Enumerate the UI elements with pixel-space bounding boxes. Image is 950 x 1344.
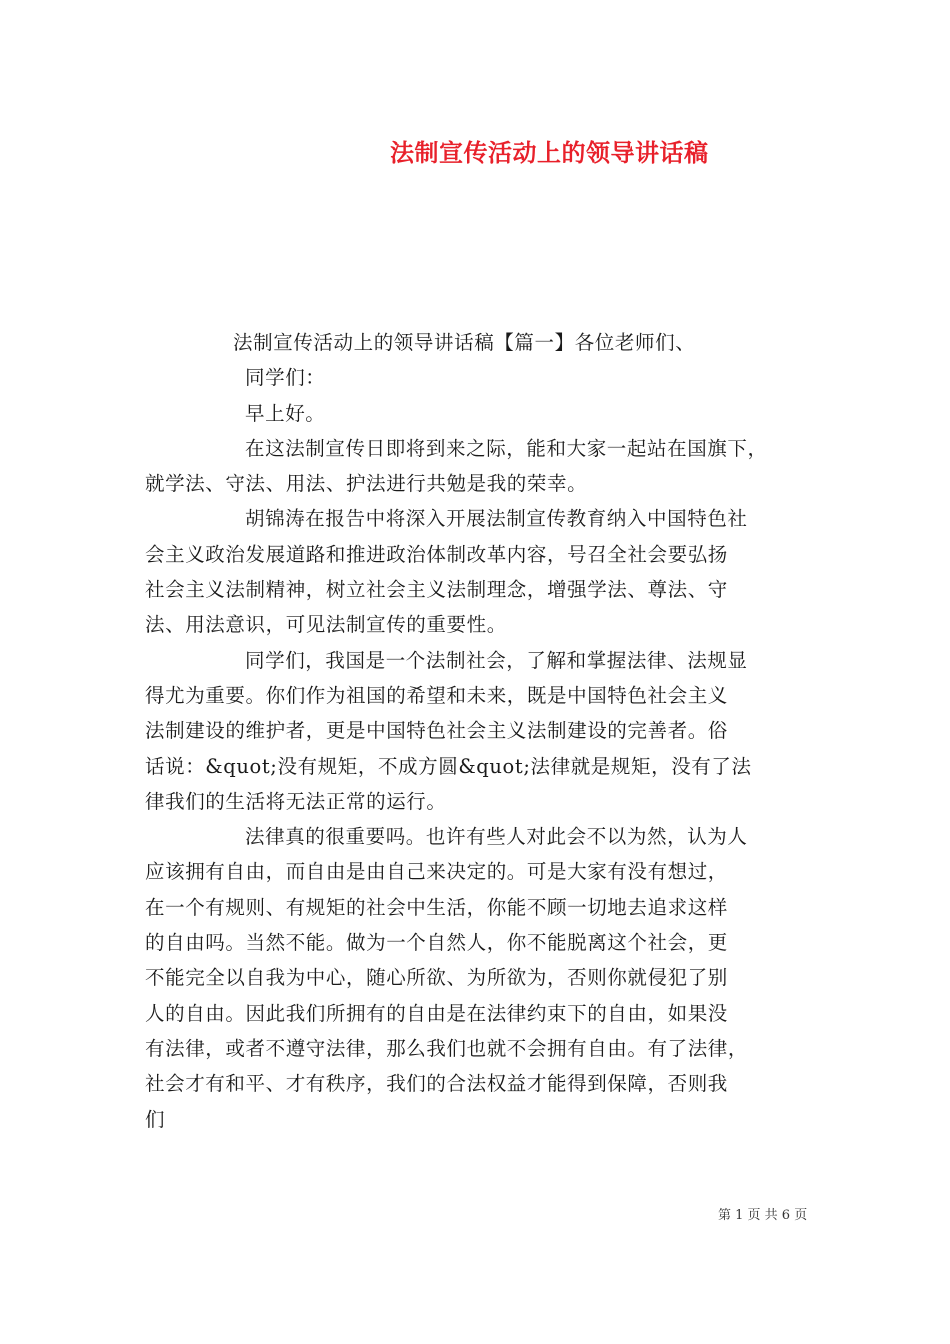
body-line: 有法律，或者不遵守法律，那么我们也就不会拥有自由。有了法律，: [145, 1036, 749, 1060]
body-line: 法制宣传活动上的领导讲话稿【篇一】各位老师们、: [233, 331, 696, 354]
body-line: 应该拥有自由，而自由是由自己来决定的。可是大家有没有想过，: [145, 860, 728, 884]
body-line: 同学们：: [245, 366, 326, 390]
page-footer: 第 1 页 共 6 页: [718, 1208, 808, 1223]
body-line: 人的自由。因此我们所拥有的自由是在法律约束下的自由，如果没: [145, 1001, 728, 1025]
body-line: 法制建设的维护者，更是中国特色社会主义法制建设的完善者。俗: [145, 719, 728, 743]
body-line: 胡锦涛在报告中将深入开展法制宣传教育纳入中国特色社: [245, 507, 748, 531]
body-line: 们: [145, 1107, 166, 1131]
body-line: 法律真的很重要吗。也许有些人对此会不以为然，认为人: [245, 825, 748, 849]
body-line: 律我们的生活将无法正常的运行。: [145, 789, 447, 813]
body-line: 就学法、守法、用法、护法进行共勉是我的荣幸。: [145, 472, 588, 496]
body-line: 社会主义法制精神，树立社会主义法制理念，增强学法、尊法、守: [145, 578, 728, 602]
body-line: 的自由吗。当然不能。做为一个自然人，你不能脱离这个社会，更: [145, 931, 728, 955]
document-title: 法制宣传活动上的领导讲话稿: [390, 138, 709, 167]
body-line: 话说：&quot;没有规矩，不成方圆&quot;法律就是规矩，没有了法: [145, 754, 752, 778]
document-body: [145, 325, 815, 1137]
body-line: 在一个有规则、有规矩的社会中生活，你能不顾一切地去追求这样: [145, 895, 728, 919]
body-line: 法、用法意识，可见法制宣传的重要性。: [145, 613, 507, 637]
body-line: 会主义政治发展道路和推进政治体制改革内容，号召全社会要弘扬: [145, 542, 728, 566]
body-line: 同学们，我国是一个法制社会，了解和掌握法律、法规显: [245, 648, 748, 672]
body-line: 在这法制宣传日即将到来之际，能和大家一起站在国旗下，: [245, 436, 768, 460]
body-line: 得尤为重要。你们作为祖国的希望和未来，既是中国特色社会主义: [145, 683, 728, 707]
body-line: 不能完全以自我为中心，随心所欲、为所欲为，否则你就侵犯了别: [145, 966, 728, 990]
body-line: 早上好。: [245, 401, 326, 425]
body-line: 社会才有和平、才有秩序，我们的合法权益才能得到保障，否则我: [145, 1072, 728, 1096]
